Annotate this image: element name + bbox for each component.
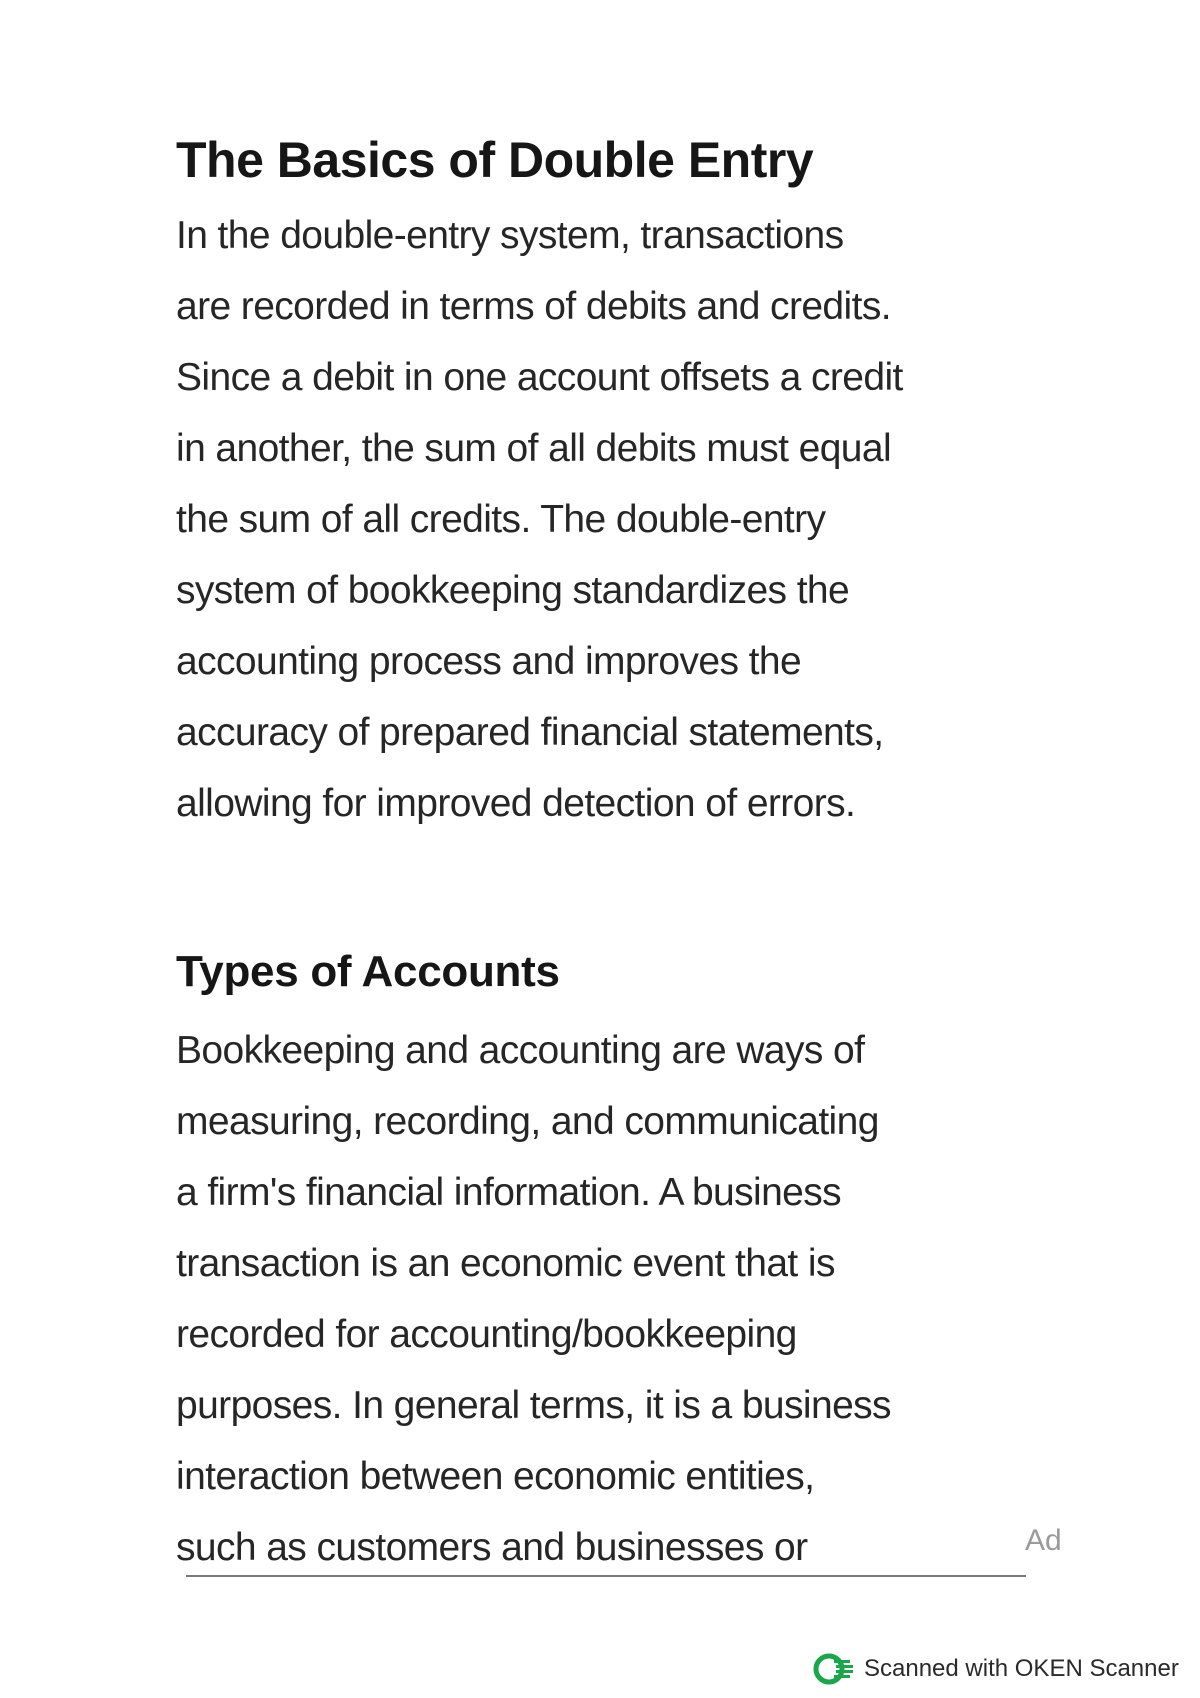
- ad-divider-line: [186, 1575, 1026, 1577]
- paragraph-line: accounting process and improves the: [176, 640, 802, 683]
- section-body-double-entry: [176, 200, 1056, 839]
- ad-label[interactable]: Ad: [1025, 1524, 1062, 1557]
- oken-scanner-logo-icon: [812, 1651, 856, 1687]
- paragraph-line: a firm's financial information. A business: [176, 1171, 842, 1214]
- section-body-types-of-accounts: [176, 1015, 1056, 1583]
- article: [176, 122, 1056, 1583]
- paragraph-line: Since a debit in one account offsets a credit: [176, 356, 903, 399]
- watermark-text: Scanned with OKEN Scanner: [864, 1655, 1179, 1682]
- paragraph-line: are recorded in terms of debits and credits.: [176, 285, 891, 328]
- paragraph-line: such as customers and businesses or: [176, 1526, 808, 1569]
- paragraph-line: allowing for improved detection of errors.: [176, 782, 856, 825]
- paragraph-line: transaction is an economic event that is: [176, 1242, 835, 1285]
- paragraph-line: accuracy of prepared financial statements,: [176, 711, 884, 754]
- section-title-types-of-accounts: Types of Accounts: [176, 947, 560, 996]
- paragraph-line: Bookkeeping and accounting are ways of: [176, 1029, 865, 1072]
- section-spacer: [176, 839, 1056, 939]
- section-types-of-accounts: [176, 939, 1056, 1583]
- paragraph-line: purposes. In general terms, it is a business: [176, 1384, 891, 1427]
- paragraph-line: system of bookkeeping standardizes the: [176, 569, 850, 612]
- scanner-watermark: [812, 1649, 1179, 1689]
- paragraph-line: in another, the sum of all debits must equal: [176, 427, 892, 470]
- section-title-double-entry: The Basics of Double Entry: [176, 132, 814, 188]
- paragraph-line: In the double-entry system, transactions: [176, 214, 844, 257]
- paragraph-line: interaction between economic entities,: [176, 1455, 815, 1498]
- paragraph-line: recorded for accounting/bookkeeping: [176, 1313, 797, 1356]
- paragraph-line: the sum of all credits. The double-entry: [176, 498, 826, 541]
- paragraph-line: measuring, recording, and communicating: [176, 1100, 879, 1143]
